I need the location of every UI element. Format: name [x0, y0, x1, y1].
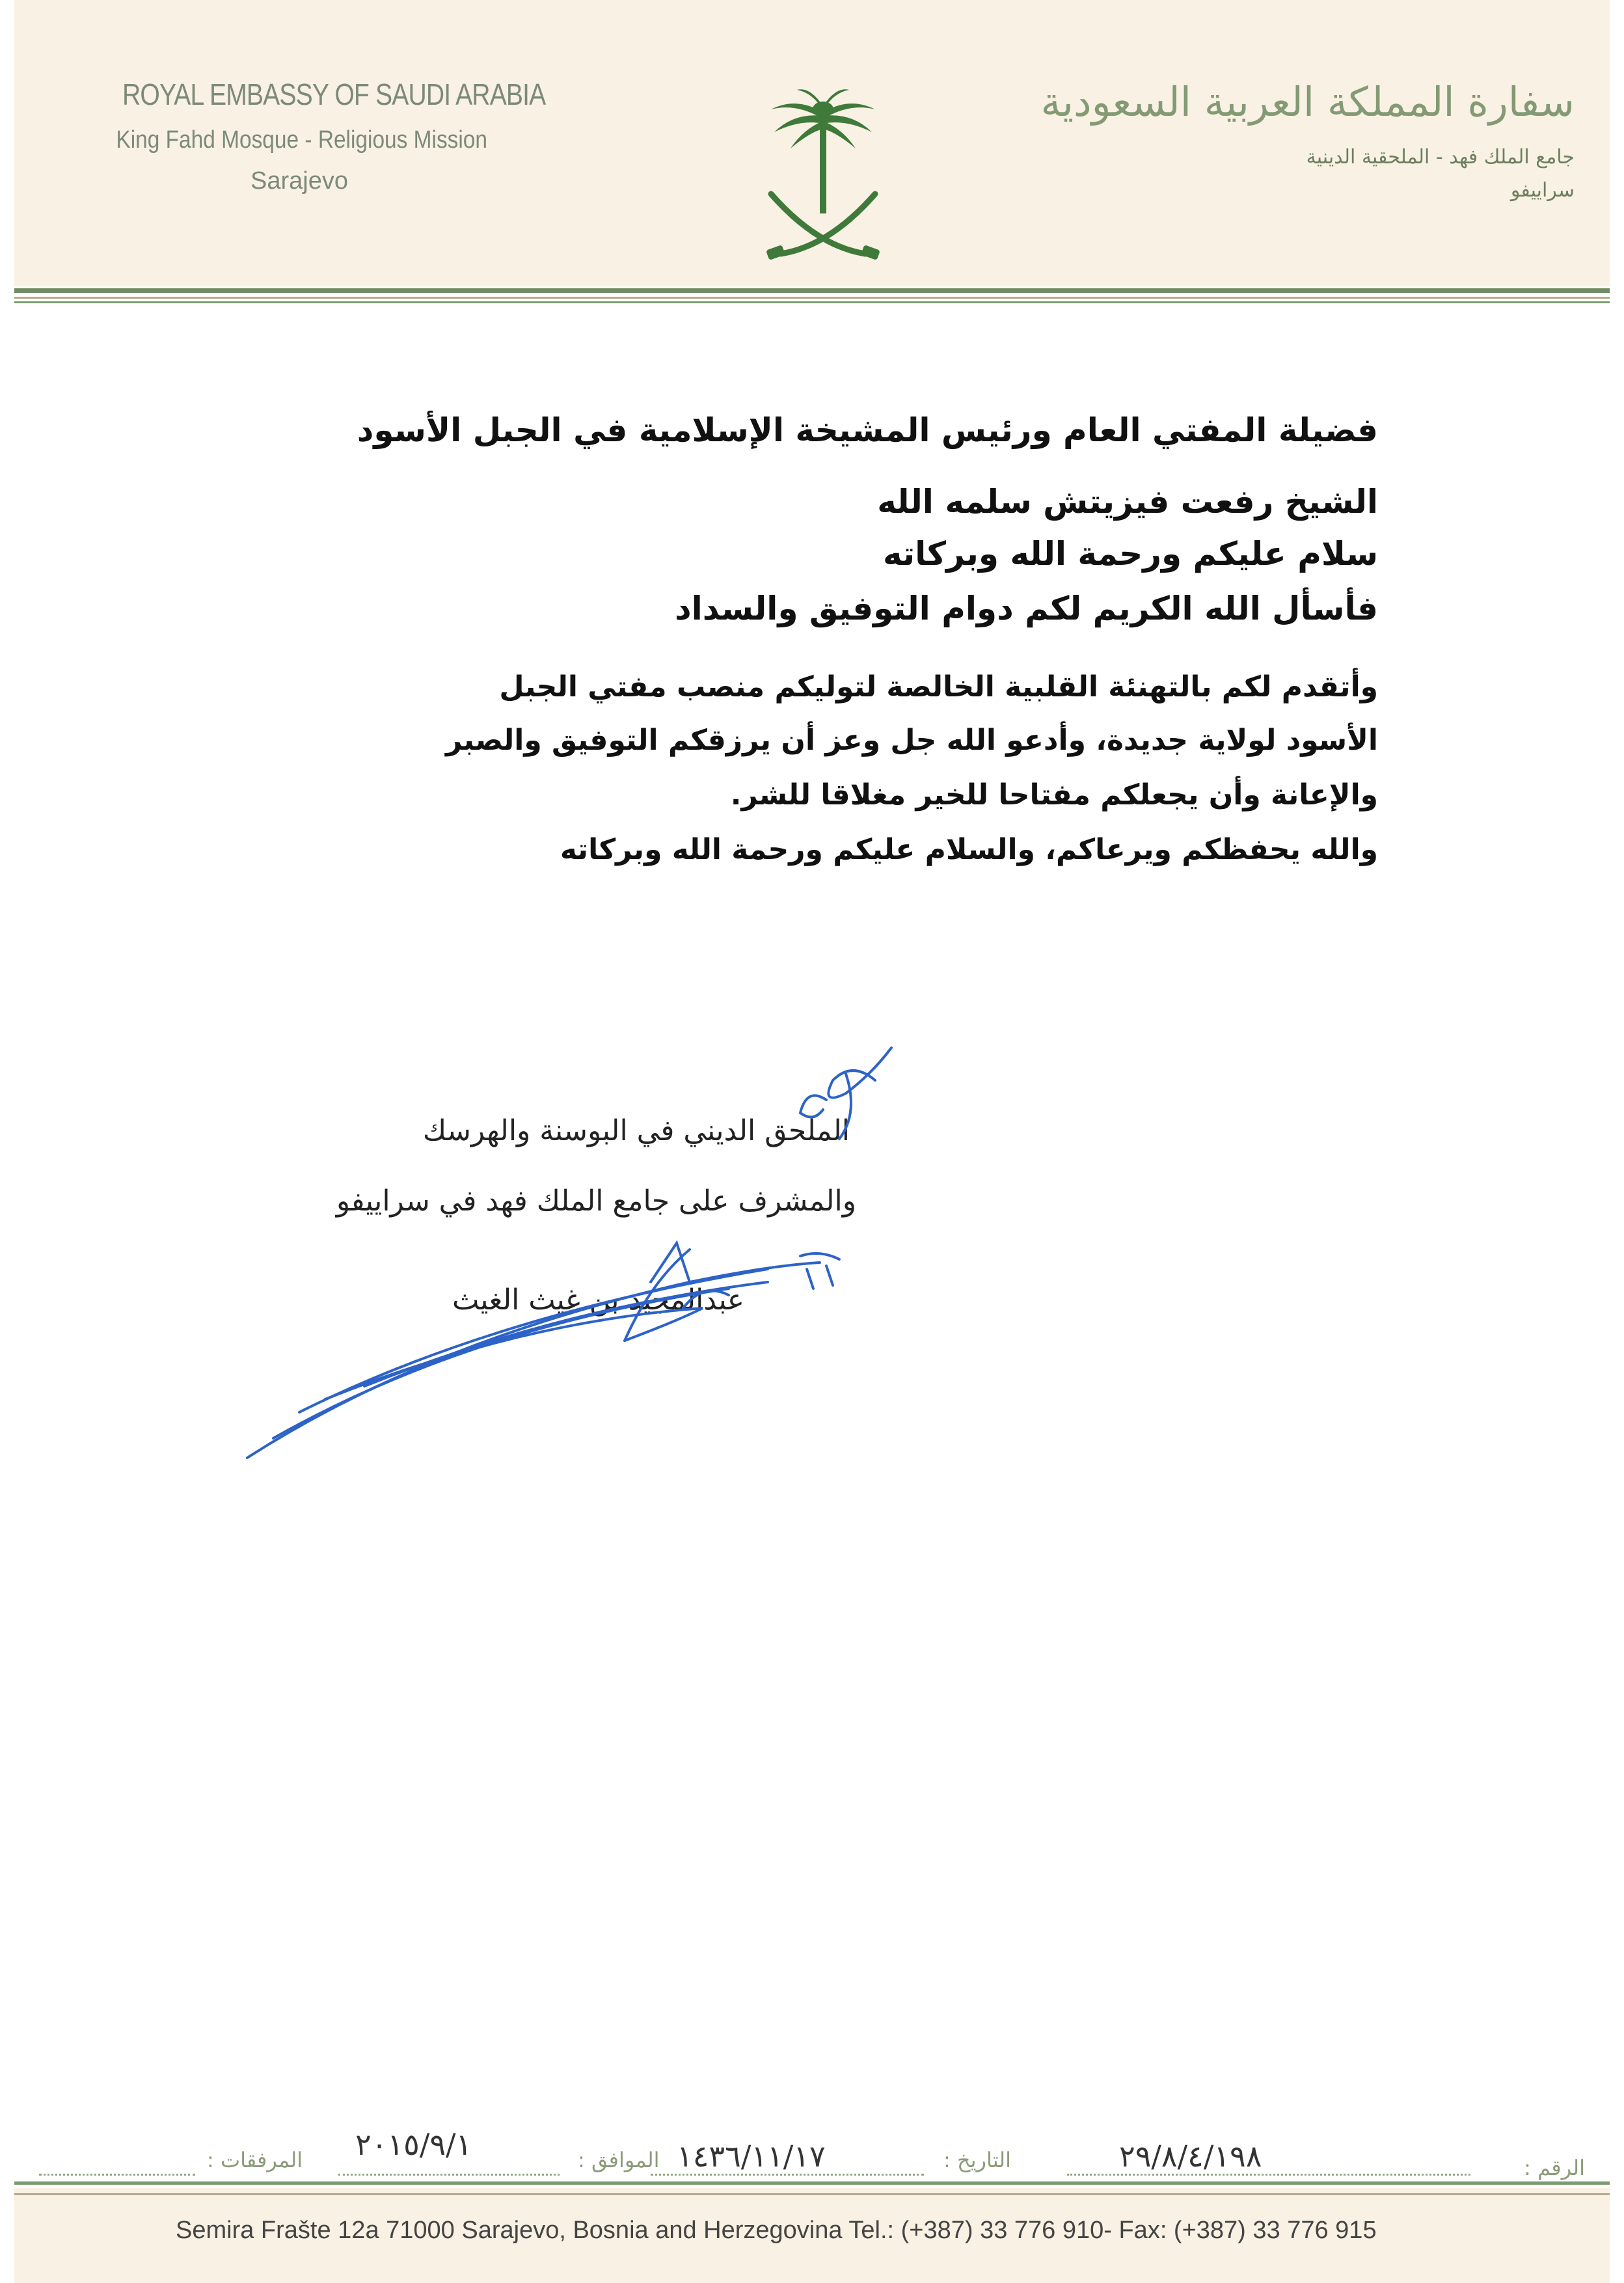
- city-en: Sarajevo: [250, 167, 348, 195]
- date-value: ١٤٣٦/١١/١٧: [677, 2139, 826, 2174]
- embassy-name-ar: سفارة المملكة العربية السعودية: [1040, 78, 1575, 126]
- footer-divider: [14, 2181, 1610, 2185]
- handwritten-signature: [234, 1035, 911, 1477]
- header-divider: [14, 288, 1610, 293]
- number-field-line: [1067, 2174, 1470, 2176]
- salutation-line: فضيلة المفتي العام ورئيس المشيخة الإسلامية في الجبل الأسود: [357, 411, 1378, 449]
- header-divider: [14, 301, 1610, 303]
- paragraph-line: وأتقدم لكم بالتهنئة القلبية الخالصة لتوليكم منصب مفتي الجبل: [499, 670, 1378, 704]
- footer-divider: [14, 2193, 1610, 2195]
- salutation-line: سلام عليكم ورحمة الله وبركاته: [883, 535, 1378, 573]
- letterhead-english: [91, 77, 546, 195]
- signatory-role: والمشرف على جامع الملك فهد في سراييفو: [336, 1184, 856, 1218]
- attachments-label: المرفقات :: [207, 2148, 303, 2172]
- letterhead-arabic: [1040, 78, 1575, 202]
- paragraph-line: والله يحفظكم ويرعاكم، والسلام عليكم ورحمة الله وبركاته: [560, 833, 1378, 866]
- embassy-name-en: ROYAL EMBASSY OF SAUDI ARABIA: [122, 77, 546, 111]
- date-field-line: [651, 2174, 924, 2176]
- paragraph-line: الأسود لولاية جديدة، وأدعو الله جل وعز أن يرزقكم التوفيق والصبر: [446, 724, 1378, 757]
- header-divider: [14, 297, 1610, 299]
- mission-name-en: King Fahd Mosque - Religious Mission: [116, 126, 488, 154]
- salutation-line: فأسأل الله الكريم لكم دوام التوفيق والسداد: [674, 590, 1378, 627]
- mission-name-ar: جامع الملك فهد - الملحقية الدينية: [1306, 146, 1575, 169]
- number-value: ٢٩/٨/٤/١٩٨: [1119, 2139, 1262, 2174]
- corresponding-field-line: [338, 2174, 560, 2176]
- corresponding-value: ٢٠١٥/٩/١: [355, 2127, 472, 2162]
- footer-address: Semira Frašte 12a 71000 Sarajevo, Bosnia and Herzegovina Tel.: (+387) 33 776 910- Fax: (+387) 33 776 915: [176, 2217, 1377, 2244]
- attachments-field-line: [39, 2174, 195, 2176]
- number-label: الرقم :: [1524, 2155, 1585, 2180]
- paragraph-line: والإعانة وأن يجعلكم مفتاحا للخير مغلاقا للشر.: [730, 778, 1378, 812]
- date-label: التاريخ :: [943, 2148, 1012, 2172]
- signatory-name: عبدالمجيد بن غيث الغيث: [452, 1283, 744, 1317]
- city-ar: سراييفو: [1510, 179, 1575, 202]
- salutation-line: الشيخ رفعت فيزيتش سلمه الله: [877, 483, 1378, 521]
- signatory-title: الملحق الديني في البوسنة والهرسك: [422, 1114, 850, 1147]
- corresponding-label: الموافق :: [578, 2148, 660, 2172]
- saudi-emblem-icon: [758, 83, 888, 266]
